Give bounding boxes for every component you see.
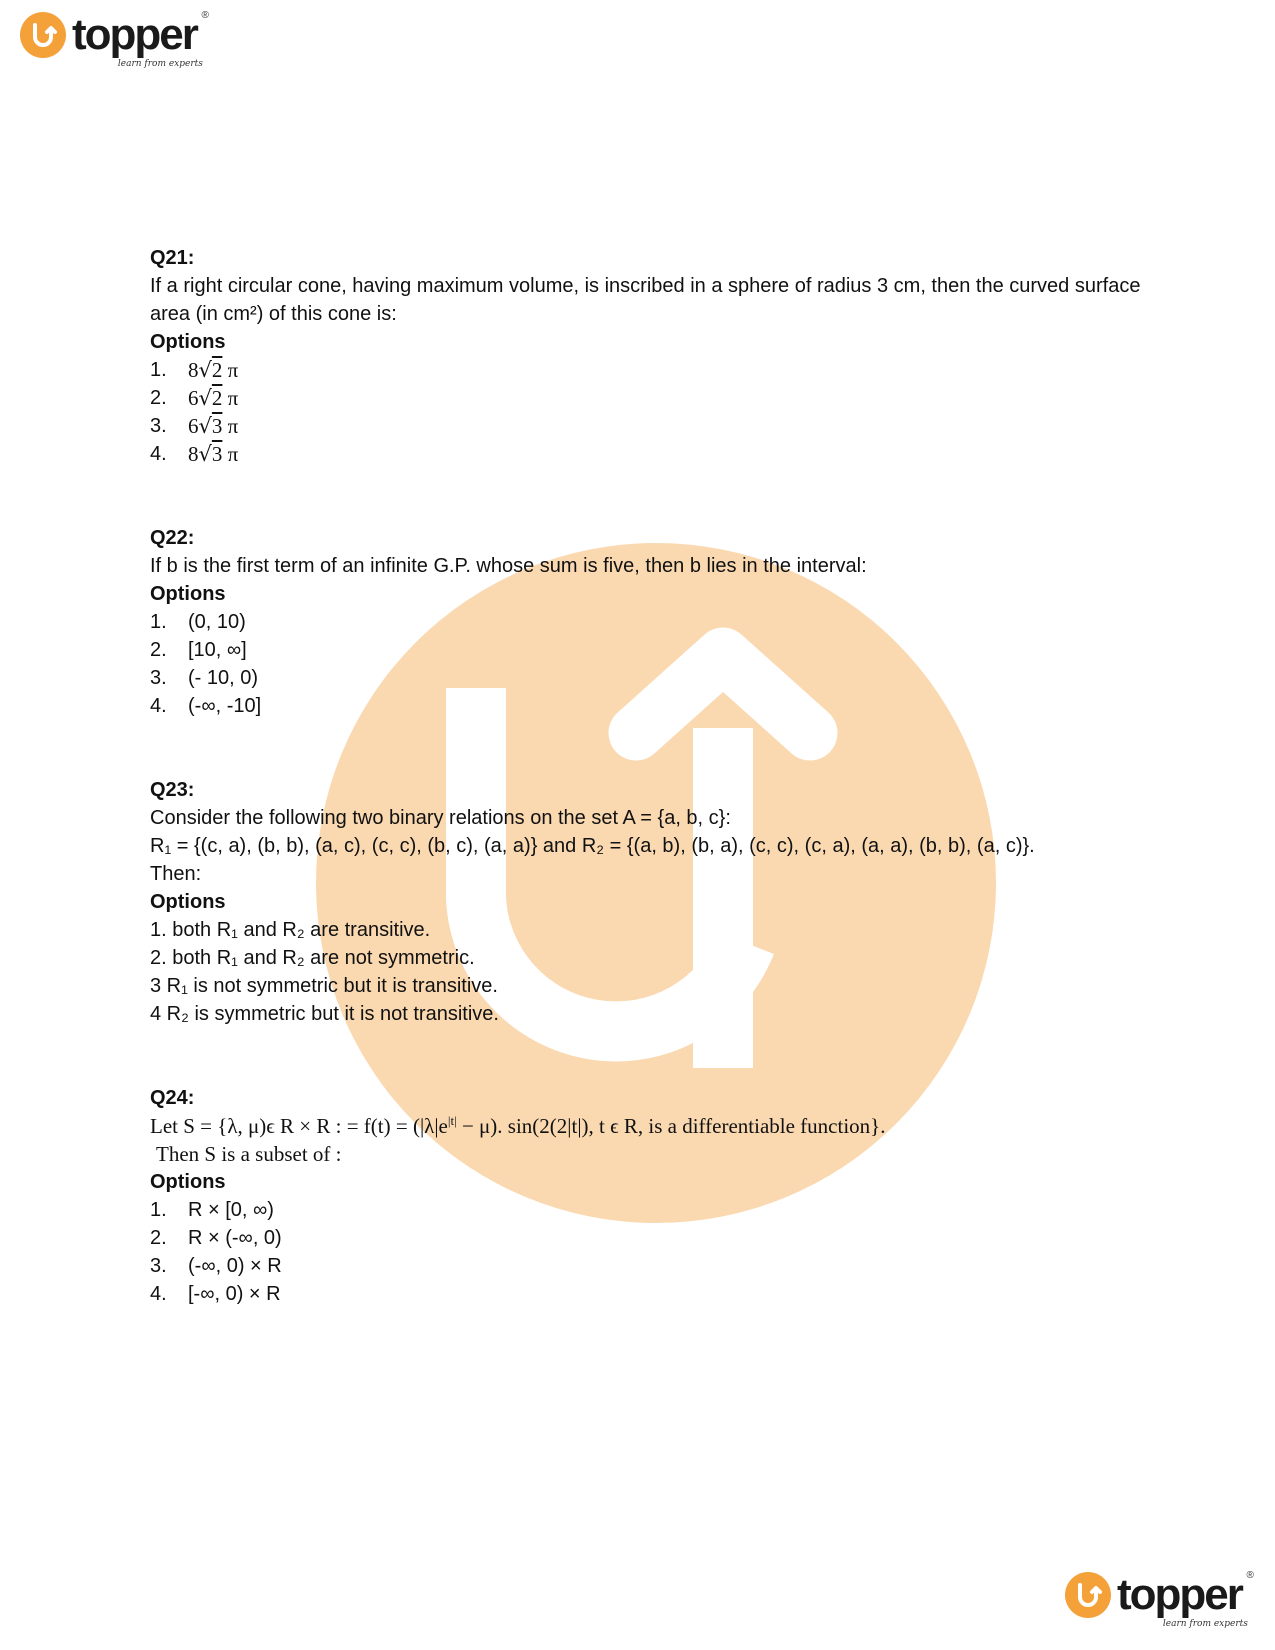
question-then: Then: bbox=[150, 863, 202, 885]
topper-logo-footer bbox=[1065, 1570, 1254, 1629]
option-item: 2. [10, ∞] bbox=[150, 639, 247, 661]
question-text: If b is the first term of an infinite G.P. whose sum is five, then b lies in the interval: bbox=[150, 555, 867, 577]
question-title: Q23: bbox=[150, 779, 195, 801]
option-item: 3. (- 10, 0) bbox=[150, 667, 259, 689]
option-item: 2. both R₁ and R₂ are not symmetric. bbox=[150, 947, 475, 969]
topper-badge-icon bbox=[1065, 1572, 1111, 1618]
option-item: 4. 8√3 π bbox=[150, 442, 239, 466]
question-title: Q22: bbox=[150, 527, 195, 549]
option-item: 1. both R₁ and R₂ are transitive. bbox=[150, 919, 431, 941]
registered-mark: ® bbox=[1246, 1570, 1254, 1581]
topper-logo-header bbox=[20, 10, 209, 69]
question-subset: Then S is a subset of : bbox=[156, 1142, 342, 1166]
option-item: 2. R × (-∞, 0) bbox=[150, 1227, 282, 1249]
question-page bbox=[150, 244, 1150, 1364]
options-label: Options bbox=[150, 891, 226, 913]
question-relations: R₁ = {(c, a), (b, b), (a, c), (c, c), (b, c), (a, a)} and R₂ = {(a, b), (b, a), (c, c), (c, a), (a, a), (b, b), (a, c)}. bbox=[150, 835, 1035, 857]
option-item: 1. (0, 10) bbox=[150, 611, 246, 633]
brand-tagline: learn from experts bbox=[117, 59, 203, 69]
option-item: 1. R × [0, ∞) bbox=[150, 1199, 274, 1221]
brand-tagline: learn from experts bbox=[1162, 1619, 1248, 1629]
option-item: 3. (-∞, 0) × R bbox=[150, 1255, 282, 1277]
topper-badge-icon bbox=[20, 12, 66, 58]
question-23 bbox=[150, 776, 1150, 1028]
options-label: Options bbox=[150, 331, 226, 353]
brand-name: topper bbox=[1117, 1570, 1242, 1619]
option-item: 4. (-∞, -10] bbox=[150, 695, 262, 717]
option-item: 3. 6√3 π bbox=[150, 414, 239, 438]
option-item: 3 R₁ is not symmetric but it is transitive. bbox=[150, 975, 498, 997]
options-label: Options bbox=[150, 583, 226, 605]
question-text: Consider the following two binary relations on the set A = {a, b, c}: bbox=[150, 807, 731, 829]
registered-mark: ® bbox=[201, 10, 209, 21]
option-item: 4 R₂ is symmetric but it is not transitive. bbox=[150, 1003, 499, 1025]
question-title: Q24: bbox=[150, 1087, 195, 1109]
option-item: 4. [-∞, 0) × R bbox=[150, 1283, 281, 1305]
question-text: Let S = {λ, μ)ϵ R × R : = $f(t) = (|\lambda|e^{|t|} - \mu)$. sin(2(2|t|), t ϵ R, is a differentiable function}. bbox=[150, 1113, 886, 1138]
brand-name: topper bbox=[72, 10, 197, 59]
option-item: 1. 8√2 π bbox=[150, 358, 239, 382]
question-22 bbox=[150, 524, 1150, 720]
question-text: If a right circular cone, having maximum volume, is inscribed in a sphere of radius 3 cm, then the curved surface area (in cm²) of this cone is: bbox=[150, 275, 1141, 325]
question-title: Q21: bbox=[150, 247, 195, 269]
question-24 bbox=[150, 1084, 1150, 1308]
options-label: Options bbox=[150, 1171, 226, 1193]
question-21 bbox=[150, 244, 1150, 468]
option-item: 2. 6√2 π bbox=[150, 386, 239, 410]
